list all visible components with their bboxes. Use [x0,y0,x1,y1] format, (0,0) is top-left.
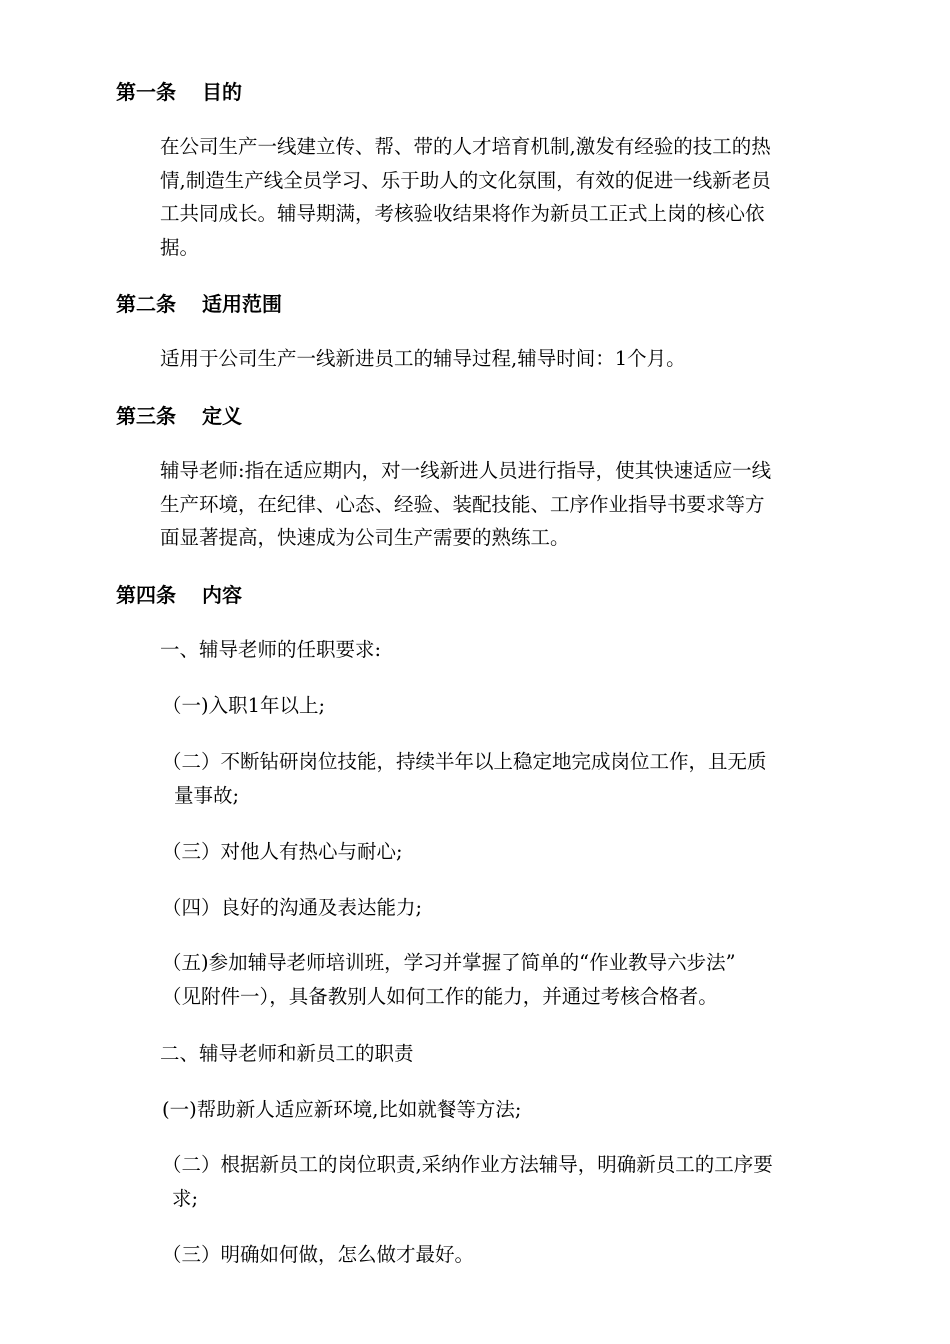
text-line: 工共同成长。辅导期满，考核验收结果将作为新员工正式上岗的核心依 [160,202,765,225]
section-heading-2 [116,291,282,317]
text-line: 一、辅导老师的任职要求: [160,638,382,661]
list-item [162,745,767,812]
list-item [162,1093,521,1127]
section-title: 目的 [202,80,242,104]
text-line: (一)帮助新人适应新环境,比如就餐等方法; [162,1098,522,1121]
text-line: 二、辅导老师和新员工的职责 [160,1042,414,1065]
text-line: 量事故; [174,783,240,807]
text-line: （四）良好的沟通及表达能力; [162,896,423,919]
text-line: （二）不断钻研岗位技能，持续半年以上稳定地完成岗位工作，且无质 [162,750,767,773]
section-number: 第一条 [116,80,176,104]
section-number: 第二条 [116,292,176,316]
list-item [162,891,422,925]
text-line: （见附件一），具备教别人如何工作的能力，并通过考核合格者。 [162,984,718,1008]
text-line: （三）对他人有热心与耐心; [162,840,403,863]
text-line: 适用于公司生产一线新进员工的辅导过程,辅导时间：1个月。 [160,347,686,370]
text-line: 据。 [160,235,200,259]
text-line: 求; [172,1186,199,1210]
text-line: 在公司生产一线建立传、帮、带的人才培育机制,激发有经验的技工的热 [160,135,771,158]
text-line: （三）明确如何做，怎么做才最好。 [162,1243,475,1266]
text-line: （一)入职1年以上; [162,694,326,717]
list-item [162,946,736,1013]
section-heading-3 [116,403,242,429]
section-title: 定义 [202,404,242,428]
text-line: （二）根据新员工的岗位职责,采纳作业方法辅导，明确新员工的工序要 [162,1153,773,1176]
list-item [162,689,325,723]
text-line: 生产环境，在纪律、心态、经验、装配技能、工序作业指导书要求等方 [160,492,765,516]
subheading-requirements [160,633,381,667]
subheading-duties [160,1037,414,1071]
section-2-paragraph [160,342,686,376]
section-number: 第三条 [116,404,176,428]
section-title: 内容 [202,583,242,607]
section-heading-1 [116,79,242,105]
text-line: 辅导老师:指在适应期内，对一线新进人员进行指导，使其快速适应一线 [160,459,772,482]
section-title: 适用范围 [202,292,282,316]
section-heading-4 [116,582,242,608]
list-item [162,835,403,869]
section-number: 第四条 [116,583,176,607]
section-3-paragraph [160,454,771,555]
text-line: 情,制造生产线全员学习、乐于助人的文化氛围，有效的促进一线新老员 [160,168,771,192]
text-line: （五)参加辅导老师培训班，学习并掌握了简单的“作业教导六步法” [162,951,736,974]
list-item [162,1238,474,1272]
list-item [162,1148,773,1215]
text-line: 面显著提高，快速成为公司生产需要的熟练工。 [160,526,570,549]
section-1-paragraph [160,130,771,264]
